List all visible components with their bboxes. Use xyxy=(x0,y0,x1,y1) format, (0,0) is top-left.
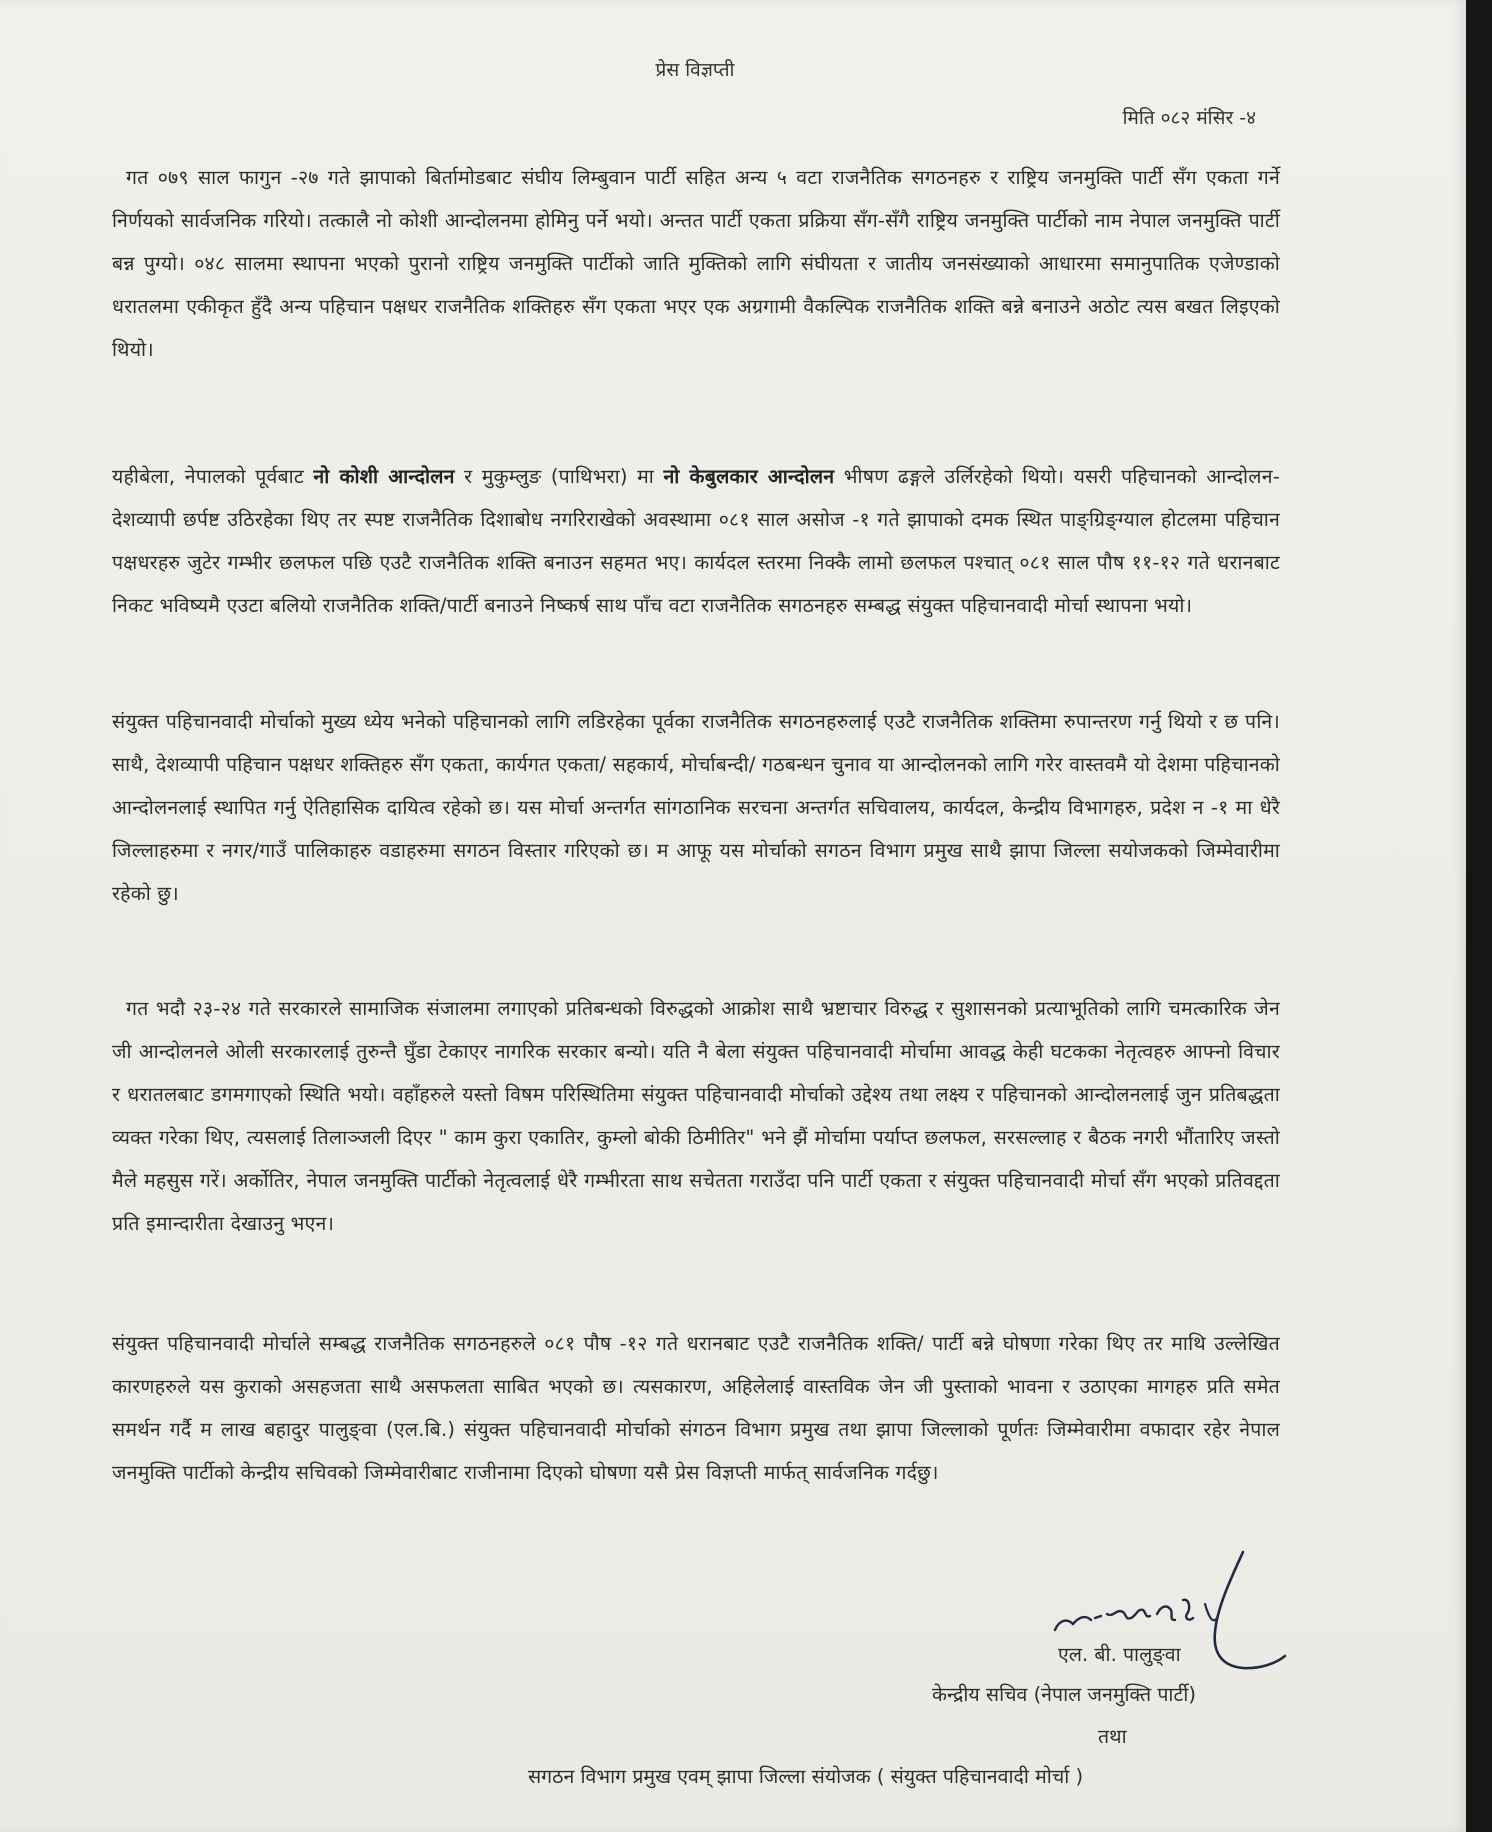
signatory-role: सगठन विभाग प्रमुख एवम् झापा जिल्ला संयोजक ( संयुक्त पहिचानवादी मोर्चा ) xyxy=(528,1765,1084,1788)
text-segment: गत ०७९ साल फागुन -२७ गते झापाको बिर्तामोडबाट संघीय लिम्बुवान पार्टी सहित अन्य ५ वटा राजनैतिक सगठनहरु र राष्ट्रिय जनमुक्ति पार्टी सँग एकता गर्ने निर्णयको सार्वजनिक गरियो। तत्कालै नो कोशी आन्दोलनमा होमिनु पर्ने भयो। अन्तत पार्टी एकता प्रक्रिया सँग-सँगै राष्ट्रिय जनमुक्ति पार्टीको नाम नेपाल जनमुक्ति पार्टी बन्न पुग्यो। ०४८ सालमा स्थापना भएको पुरानो राष्ट्रिय जनमुक्ति पार्टीको जाति मुक्तिको लागि संघीयता र जातीय जनसंख्याको आधारमा समानुपातिक एजेण्डाको धरातलमा एकीकृत हुँदै अन्य पहिचान पक्षधर राजनैतिक शक्तिहरु सँग एकता भएर एक अग्रगामी वैकल्पिक राजनैतिक शक्ति बन्ने बनाउने अठोट त्यस बखत लिइएको थियो। xyxy=(112,166,1280,361)
bold-text-segment: नो केबुलकार आन्दोलन xyxy=(663,465,835,488)
text-segment: गत भदौ २३-२४ गते सरकारले सामाजिक संजालमा लगाएको प्रतिबन्धको विरुद्धको आक्रोश साथै भ्रष्टाचार विरुद्ध र सुशासनको प्रत्याभूतिको लागि चमत्कारिक जेन जी आन्दोलनले ओली सरकारलाई तुरुन्तै घुँडा टेकाएर नागरिक सरकार बन्यो। यति नै बेला संयुक्त पहिचानवादी मोर्चामा आवद्ध केही घटकका नेतृत्वहरु आफ्नो विचार र धरातलबाट डगमगाएको स्थिति भयो। वहाँहरुले यस्तो विषम परिस्थितिमा संयुक्त पहिचानवादी मोर्चाको उद्देश्य तथा लक्ष्य र पहिचानको आन्दोलनलाई जुन प्रतिबद्धता व्यक्त गरेका थिए, त्यसलाई तिलाञ्जली दिएर " काम कुरा एकातिर, कुम्लो बोकी ठिमीतिर" भने झैं मोर्चामा पर्याप्त छलफल, सरसल्लाह र बैठक नगरी भौंतारिए जस्तो मैले महसुस गरें। अर्कोतिर, नेपाल जनमुक्ति पार्टीको नेतृत्वलाई धेरै गम्भीरता साथ सचेतता गराउँदा पनि पार्टी एकता र संयुक्त पहिचानवादी मोर्चा सँग भएको प्रतिवद्दता प्रति इमान्दारीता देखाउनु भएन। xyxy=(112,997,1280,1235)
text-segment: र मुकुम्लुङ (पाथिभरा) मा xyxy=(454,465,664,488)
scan-edge xyxy=(1466,0,1492,1832)
signatory-name: एल. बी. पालुङ्वा xyxy=(1058,1643,1181,1666)
text-segment: संयुक्त पहिचानवादी मोर्चाले सम्बद्ध राजनैतिक सगठनहरुले ०८१ पौष -१२ गते धरानबाट एउटै राजनैतिक शक्ति/ पार्टी बन्ने घोषणा गरेका थिए तर माथि उल्लेखित कारणहरुले यस कुराको असहजता साथै असफलता साबित भएको छ। त्यसकारण, अहिलेलाई वास्तविक जेन जी पुस्ताको भावना र उठाएका मागहरु प्रति समेत समर्थन गर्दै म लाख बहादुर पालुङ्वा (एल.बि.) संयुक्त पहिचानवादी मोर्चाको संगठन विभाग प्रमुख तथा झापा जिल्लाको पूर्णतः जिम्मेवारीमा वफादार रहेर नेपाल जनमुक्ति पार्टीको केन्द्रीय सचिवको जिम्मेवारीबाट राजीनामा दिएको घोषणा यसै प्रेस विज्ञप्ती मार्फत् सार्वजनिक गर्दछु। xyxy=(112,1332,1280,1484)
document-heading: प्रेस विज्ञप्ती xyxy=(655,59,735,81)
document-date: मिति ०८२ मंसिर -४ xyxy=(1122,107,1256,129)
signatory-title: केन्द्रीय सचिव (नेपाल जनमुक्ति पार्टी) xyxy=(932,1683,1196,1706)
paragraph xyxy=(112,700,1280,915)
paragraph xyxy=(112,987,1280,1245)
signatory-conjunction: तथा xyxy=(1098,1725,1127,1748)
text-segment: भीषण ढङ्गले उर्लिरहेको थियो। यसरी पहिचानको आन्दोलन-देशव्यापी छर्पष्ट उठिरहेका थिए तर स्पष्ट राजनैतिक दिशाबोध नगरिराखेको अवस्थामा ०८१ साल असोज -१ गते झापाको दमक स्थित पाङ्ग्रिङ्ग्याल होटलमा पहिचान पक्षधरहरु जुटेर गम्भीर छलफल पछि एउटै राजनैतिक शक्ति बनाउन सहमत भए। कार्यदल स्तरमा निक्कै लामो छलफल पश्चात् ०८१ साल पौष ११-१२ गते धरानबाट निकट भविष्यमै एउटा बलियो राजनैतिक शक्ति/पार्टी बनाउने निष्कर्ष साथ पाँच वटा राजनैतिक सगठनहरु सम्बद्ध संयुक्त पहिचानवादी मोर्चा स्थापना भयो। xyxy=(112,465,1280,617)
text-segment: यहीबेला, नेपालको पूर्वबाट xyxy=(112,465,314,488)
paragraph xyxy=(112,455,1280,627)
bold-text-segment: नो कोशी आन्दोलन xyxy=(313,465,455,488)
paragraph xyxy=(112,156,1280,371)
text-segment: संयुक्त पहिचानवादी मोर्चाको मुख्य ध्येय भनेको पहिचानको लागि लडिरहेका पूर्वका राजनैतिक सगठनहरुलाई एउटै राजनैतिक शक्तिमा रुपान्तरण गर्नु थियो र छ पनि। साथै, देशव्यापी पहिचान पक्षधर शक्तिहरु सँग एकता, कार्यगत एकता/ सहकार्य, मोर्चाबन्दी/ गठबन्धन चुनाव या आन्दोलनको लागि गरेर वास्तवमै यो देशमा पहिचानको आन्दोलनलाई स्थापित गर्नु ऐतिहासिक दायित्व रहेको छ। यस मोर्चा अन्तर्गत सांगठानिक सरचना अन्तर्गत सचिवालय, कार्यदल, केन्द्रीय विभागहरु, प्रदेश न -१ मा धेरै जिल्लाहरुमा र नगर/गाउँ पालिकाहरु वडाहरुमा सगठन विस्तार गरिएको छ। म आफू यस मोर्चाको सगठन विभाग प्रमुख साथै झापा जिल्ला सयोजकको जिम्मेवारीमा रहेको छु। xyxy=(112,710,1280,905)
paragraph xyxy=(112,1322,1280,1494)
